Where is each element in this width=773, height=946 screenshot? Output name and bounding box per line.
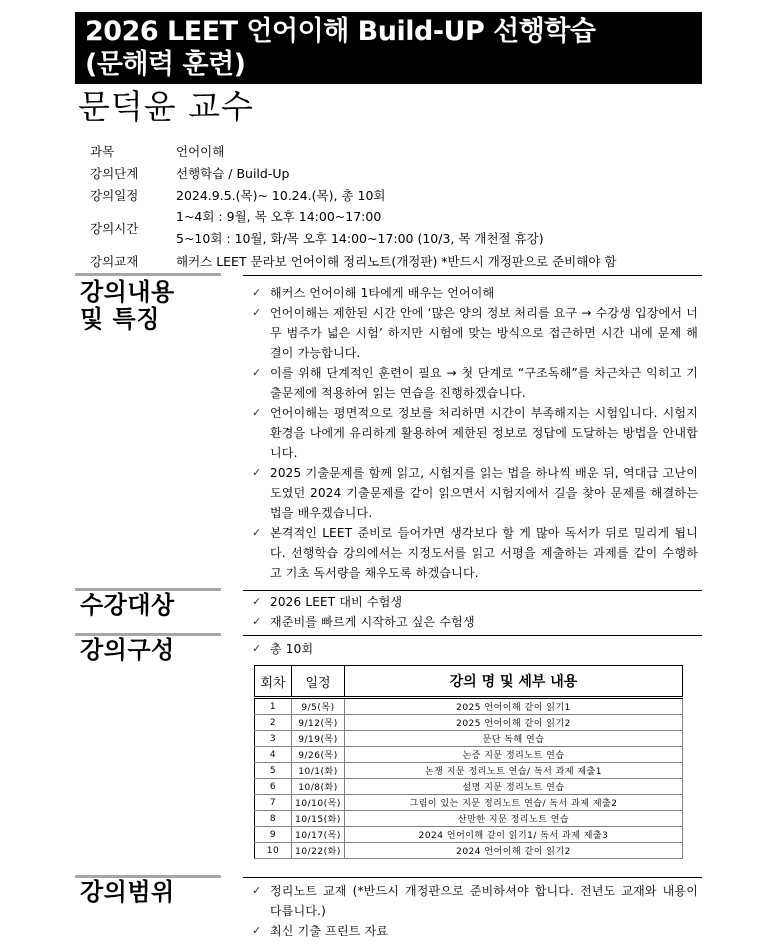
structure-bullet-list — [252, 639, 698, 659]
info-value — [176, 206, 700, 250]
list-item: ✓ 재준비를 빠르게 시작하고 싶은 수험생 — [252, 612, 698, 632]
scope-bullet-list — [252, 881, 698, 941]
list-item: ✓ 2025 기출문제를 함께 읽고, 시험지를 읽는 법을 하나씩 배운 뒤, 역대급 고난이도였던 2024 기출문제를 같이 읽으면서 시험지에서 길을 찾아 문제를 해결하는 법을 배우겠습니다. — [252, 463, 698, 523]
list-item: ✓ 언어이해는 평면적으로 정보를 처리하면 시간이 부족해지는 시험입니다. 시험지 환경을 나에게 유리하게 활용하여 제한된 정보로 정답에 도달하는 방법을 안내합니다. — [252, 403, 698, 463]
schedule-table — [254, 665, 683, 859]
check-icon: ✓ — [252, 642, 262, 655]
check-icon: ✓ — [252, 924, 262, 937]
section-title-scope: 강의범위 — [80, 878, 175, 906]
check-icon: ✓ — [252, 406, 262, 419]
section-divider — [243, 590, 702, 591]
table-row: 1 9/5(목) 2025 언어이해 같이 읽기1 — [255, 698, 683, 715]
section-divider — [243, 877, 702, 878]
course-title-line-2: (문해력 훈련) — [85, 49, 246, 80]
info-value: 해커스 LEET 문라보 언어이해 정리노트(개정판) *반드시 개정판으로 준비해야 함 — [176, 254, 617, 269]
list-item: ✓ 언어이해는 제한된 시간 안에 ‘많은 양의 정보 처리를 요구 → 수강생 입장에서 너무 범주가 넓은 시험’ 하지만 시험에 맞는 방식으로 접근하면 시간 내에 문제 해결이 가능합니다. — [252, 303, 698, 363]
check-icon: ✓ — [252, 884, 262, 897]
check-icon: ✓ — [252, 526, 262, 539]
header-lecture-title: 강의 명 및 세부 내용 — [345, 666, 683, 698]
info-label: 강의단계 — [90, 166, 139, 181]
list-item: ✓ 총 10회 — [252, 639, 698, 659]
section-title-structure: 강의구성 — [80, 636, 175, 664]
info-row-time — [90, 206, 700, 250]
table-row: 2 9/12(목) 2025 언어이해 같이 읽기2 — [255, 715, 683, 731]
table-row: 4 9/26(목) 논증 지문 정리노트 연습 — [255, 747, 683, 763]
check-icon: ✓ — [252, 286, 262, 299]
list-item: ✓ 이를 위해 단계적인 훈련이 필요 → 첫 단계로 “구조독해”를 차근차근 익히고 기출문제에 적용하여 읽는 연습을 진행하겠습니다. — [252, 363, 698, 403]
content-bullet-list — [252, 283, 698, 583]
section-divider — [243, 635, 702, 636]
header-date: 일정 — [292, 666, 345, 698]
info-row-stage — [90, 162, 700, 184]
info-label: 강의일정 — [90, 188, 139, 203]
info-value: 선행학습 / Build-Up — [176, 166, 290, 181]
table-header-row — [255, 666, 683, 698]
course-title-banner — [75, 12, 702, 84]
target-bullet-list — [252, 592, 698, 632]
info-row-subject — [90, 140, 700, 162]
professor-name: 문덕윤 교수 — [78, 87, 254, 126]
section-divider — [243, 275, 702, 276]
info-label: 과목 — [90, 144, 115, 159]
table-row: 7 10/10(목) 그림이 있는 지문 정리노트 연습/ 독서 과제 제출2 — [255, 795, 683, 811]
check-icon: ✓ — [252, 366, 262, 379]
check-icon: ✓ — [252, 306, 262, 319]
section-title-target: 수강대상 — [80, 591, 175, 619]
info-value: 언어이해 — [176, 144, 225, 159]
course-title-line-1: 2026 LEET 언어이해 Build-UP 선행학습 — [85, 16, 596, 47]
info-row-schedule — [90, 184, 700, 206]
section-title-content: 강의내용 및 특징 — [80, 278, 175, 333]
list-item: ✓ 본격적인 LEET 준비로 들어가면 생각보다 할 게 많아 독서가 뒤로 밀리게 됩니다. 선행학습 강의에서는 지정도서를 읽고 서평을 제출하는 과제를 같이 수행하고 기초 독서량을 채우도록 하겠습니다. — [252, 523, 698, 583]
table-row: 3 9/19(목) 문단 독해 연습 — [255, 731, 683, 747]
table-row: 8 10/15(화) 산만한 지문 정리노트 연습 — [255, 811, 683, 827]
info-value: 2024.9.5.(목)~ 10.24.(목), 총 10회 — [176, 188, 386, 203]
table-row: 5 10/1(화) 논쟁 지문 정리노트 연습/ 독서 과제 제출1 — [255, 763, 683, 779]
section-divider — [75, 273, 221, 276]
info-row-textbook — [90, 250, 700, 272]
check-icon: ✓ — [252, 595, 262, 608]
table-row: 9 10/17(목) 2024 언어이해 같이 읽기1/ 독서 과제 제출3 — [255, 827, 683, 843]
check-icon: ✓ — [252, 615, 262, 628]
list-item: ✓ 정리노트 교재 (*반드시 개정판으로 준비하셔야 합니다. 전년도 교재와 내용이 다릅니다.) — [252, 881, 698, 921]
table-row: 6 10/8(화) 설명 지문 정리노트 연습 — [255, 779, 683, 795]
check-icon: ✓ — [252, 466, 262, 479]
list-item: ✓ 최신 기출 프린트 자료 — [252, 921, 698, 941]
header-session: 회차 — [255, 666, 292, 698]
list-item: ✓ 2026 LEET 대비 수험생 — [252, 592, 698, 612]
info-label: 강의교재 — [90, 254, 139, 269]
time-line-2: 5~10회 : 10월, 화/목 오후 14:00~17:00 (10/3, 목 개천절 휴강) — [176, 231, 544, 246]
course-info-table — [90, 140, 700, 272]
time-line-1: 1~4회 : 9월, 목 오후 14:00~17:00 — [176, 209, 382, 224]
info-label: 강의시간 — [90, 221, 139, 236]
table-row: 10 10/22(화) 2024 언어이해 같이 읽기2 — [255, 843, 683, 859]
list-item: ✓ 해커스 언어이해 1타에게 배우는 언어이해 — [252, 283, 698, 303]
